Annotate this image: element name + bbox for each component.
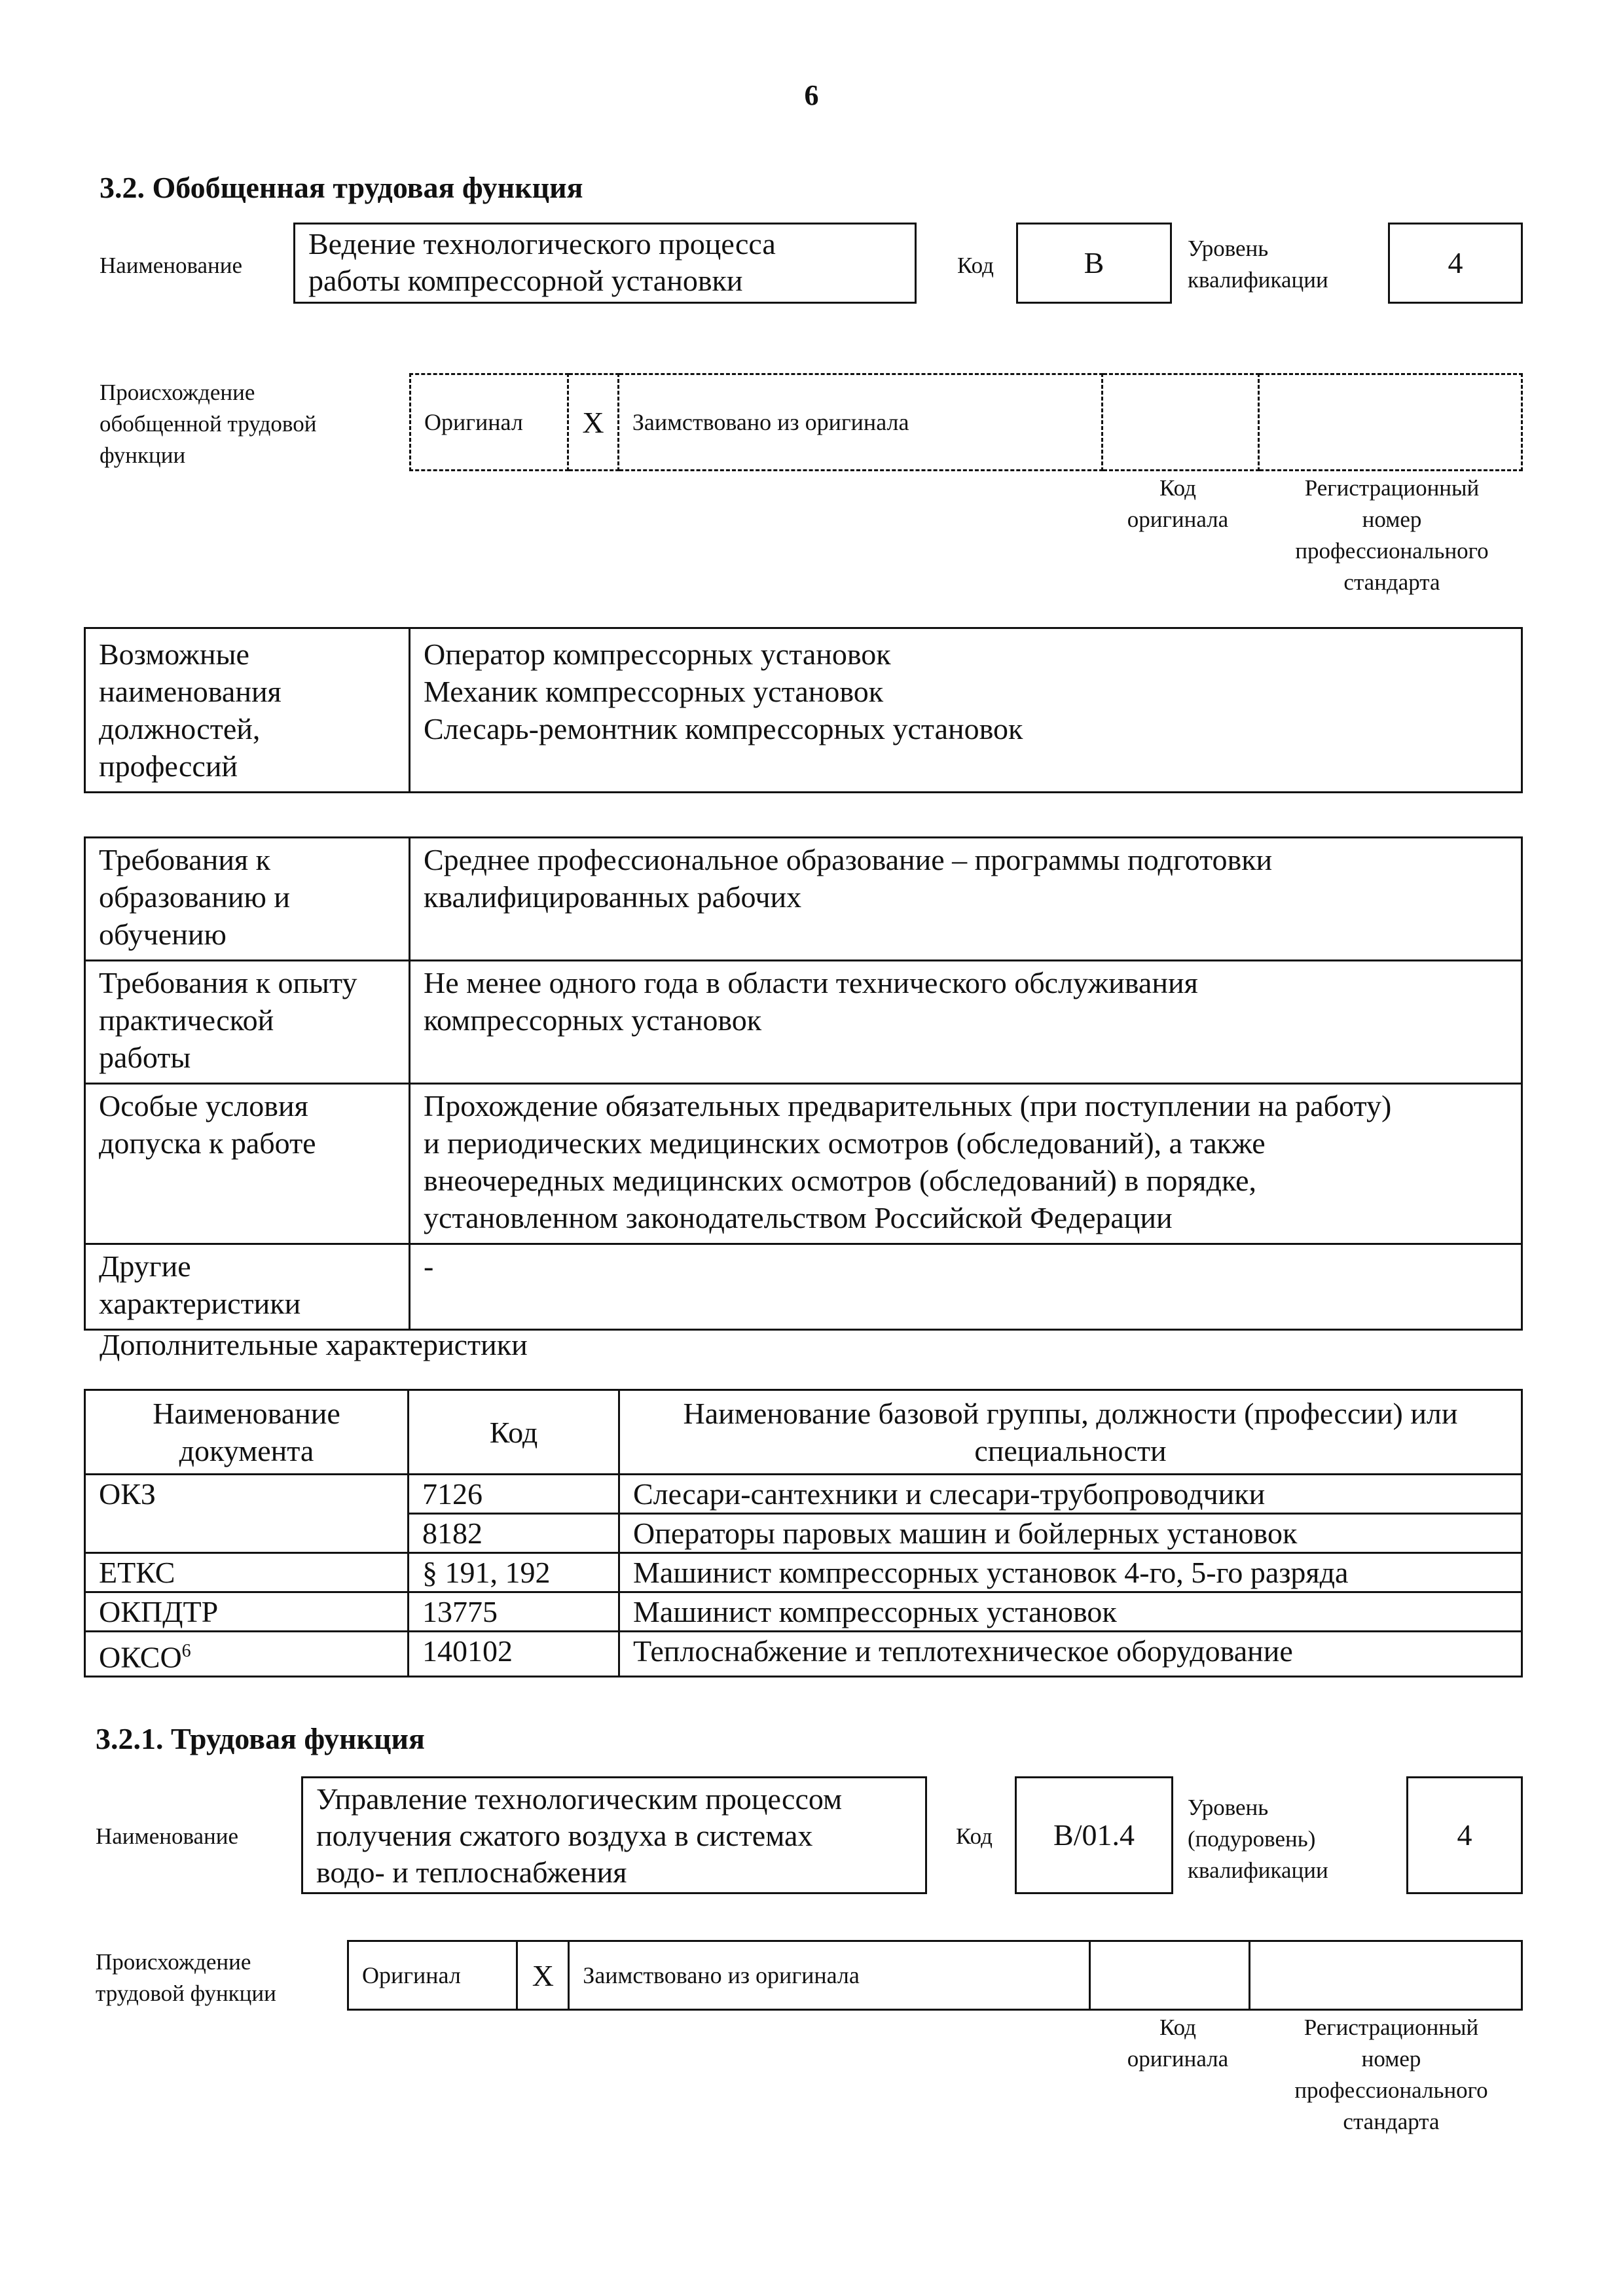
origin-label: Происхождение обобщенной трудовой функции [100, 380, 317, 468]
requirement-value: Среднее профессиональное образование – программы подготовки квалифицированных рабочих [410, 838, 1522, 961]
table-row [85, 1592, 1522, 1632]
function-name-box [293, 223, 917, 304]
requirement-value: Прохождение обязательных предварительных (при поступлении на работу) и периодических медицинских осмотров (обследований), а также внеочередных медицинских осмотров (обследований) в порядке, установленном законодательством Российской Федерации [410, 1084, 1522, 1244]
position-item: Оператор компрессорных установок [424, 637, 891, 671]
origin-borrowed: Заимствовано из оригинала [618, 374, 1102, 471]
header-document: Наименование документа [85, 1390, 409, 1475]
sub-code-label: Код [956, 1823, 993, 1849]
row-name: Слесари-сантехники и слесари-трубопроводчики [619, 1475, 1522, 1514]
additional-table [84, 1389, 1523, 1677]
subsection-title: 3.2.1. Трудовая функция [96, 1722, 425, 1755]
position-item: Механик компрессорных установок [424, 675, 884, 708]
sub-origin-table [347, 1940, 1523, 2011]
header-code: Код [409, 1390, 619, 1475]
row-name: Операторы паровых машин и бойлерных установок [619, 1514, 1522, 1553]
sub-origin-code-cell [1090, 1941, 1250, 2010]
requirement-row [85, 838, 1522, 961]
requirement-label: Другие характеристики [85, 1244, 410, 1330]
row-name: Машинист компрессорных установок 4-го, 5-го разряда [619, 1553, 1522, 1592]
positions-list [410, 628, 1522, 793]
positions-table [84, 627, 1523, 793]
sub-origin-mark: X [517, 1941, 569, 2010]
sub-origin-reg-caption: Регистрационный номер профессионального стандарта [1294, 2015, 1488, 2134]
code-label: Код [957, 253, 994, 278]
sub-origin-code-caption: Код оригинала [1127, 2015, 1229, 2072]
page-number: 6 [804, 79, 819, 111]
sub-origin-borrowed: Заимствовано из оригинала [569, 1941, 1090, 2010]
origin-original: Оригинал [410, 374, 568, 471]
sub-origin-original: Оригинал [348, 1941, 517, 2010]
code-value-box: B [1016, 223, 1172, 304]
row-name: Машинист компрессорных установок [619, 1592, 1522, 1632]
origin-code-caption: Код оригинала [1127, 475, 1229, 532]
row-code: 13775 [409, 1592, 619, 1632]
requirement-label: Требования к образованию и обучению [85, 838, 410, 961]
requirement-label: Требования к опыту практической работы [85, 961, 410, 1084]
sub-code-value-box: B/01.4 [1015, 1776, 1173, 1894]
origin-code-cell [1102, 374, 1258, 471]
table-row [85, 1632, 1522, 1677]
row-code: 140102 [409, 1632, 619, 1677]
origin-reg-cell [1258, 374, 1522, 471]
row-document: ОКПДТР [85, 1592, 409, 1632]
row-document: ОКСО$^6$ [85, 1632, 409, 1677]
requirement-value: Не менее одного года в области технического обслуживания компрессорных установок [410, 961, 1522, 1084]
sub-level-label: Уровень (подуровень) квалификации [1188, 1795, 1328, 1883]
table-row [85, 1475, 1522, 1514]
sub-function-name-line: получения сжатого воздуха в системах [316, 1819, 813, 1852]
table-row [85, 1553, 1522, 1592]
row-document: ЕТКС [85, 1553, 409, 1592]
requirement-row [85, 1244, 1522, 1330]
origin-mark: X [568, 374, 619, 471]
sub-origin-reg-cell [1250, 1941, 1522, 2010]
requirement-row [85, 961, 1522, 1084]
row-name: Теплоснабжение и теплотехническое оборудование [619, 1632, 1522, 1677]
header-name: Наименование базовой группы, должности (профессии) или специальности [619, 1390, 1522, 1475]
level-value-box: 4 [1388, 223, 1523, 304]
requirement-row [85, 1084, 1522, 1244]
position-item: Слесарь-ремонтник компрессорных установок [424, 712, 1023, 745]
additional-title: Дополнительные характеристики [100, 1328, 528, 1361]
additional-header-row [85, 1390, 1522, 1475]
requirement-label: Особые условия допуска к работе [85, 1084, 410, 1244]
row-code: 8182 [409, 1514, 619, 1553]
sub-origin-label: Происхождение трудовой функции [96, 1949, 276, 2006]
name-label: Наименование [100, 253, 243, 278]
positions-label: Возможные наименования должностей, профессий [85, 628, 410, 793]
sub-function-name-box [301, 1776, 927, 1894]
footnote-mark[interactable]: 6 [181, 1641, 191, 1661]
sub-name-label: Наименование [96, 1823, 239, 1849]
function-name-line: работы компрессорной установки [308, 264, 743, 297]
function-name-line: Ведение технологического процесса [308, 227, 776, 260]
row-code: § 191, 192 [409, 1553, 619, 1592]
sub-function-name-line: Управление технологическим процессом [316, 1782, 843, 1816]
sub-level-value-box: 4 [1406, 1776, 1523, 1894]
origin-reg-caption: Регистрационный номер профессионального стандарта [1295, 475, 1489, 595]
requirements-table [84, 836, 1523, 1331]
section-title: 3.2. Обобщенная трудовая функция [100, 171, 583, 204]
level-label: Уровень квалификации [1188, 236, 1328, 293]
requirement-value: - [410, 1244, 1522, 1330]
row-document: ОКЗ [85, 1475, 409, 1553]
origin-table [409, 373, 1523, 471]
row-code: 7126 [409, 1475, 619, 1514]
sub-function-name-line: водо- и теплоснабжения [316, 1856, 627, 1889]
